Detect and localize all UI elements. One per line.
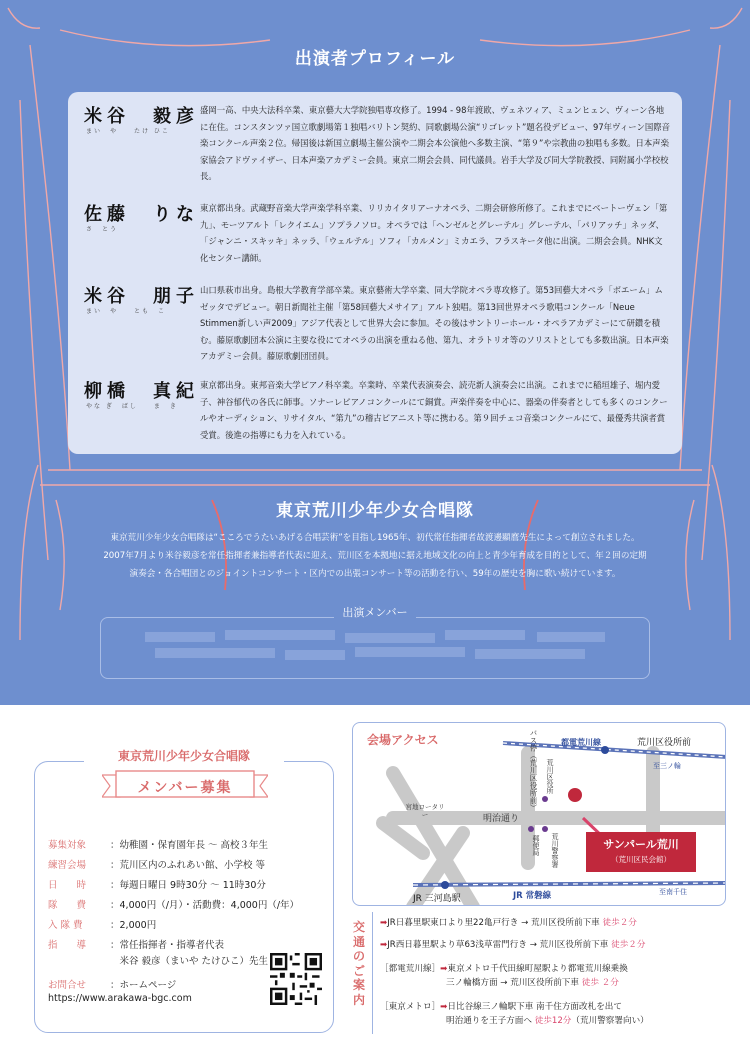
recruit-row-label: 隊 費 (48, 900, 87, 911)
performer-profile (84, 200, 674, 282)
performer-name: 米谷 毅彦 (84, 106, 199, 127)
recruit-org: 東京荒川少年少女合唱隊 (84, 747, 284, 764)
access-row-text: 日比谷線三ノ輪駅下車 南千住方面改札を出て (447, 1002, 622, 1012)
access-row (446, 976, 619, 988)
performer-name-ruby: さ とう (86, 226, 119, 233)
venue-map (352, 722, 726, 906)
recruit-row (48, 857, 265, 871)
recruit-row-value: ：ホームページ (110, 980, 177, 991)
police-label: 荒川警察署 (551, 833, 559, 868)
access-row (380, 938, 646, 950)
recruit-row-value: ：4,000円（/月）・活動費：4,000円（/年） (110, 900, 300, 911)
performer-name: 佐藤 りな (84, 204, 199, 225)
performer-bio: 盛岡一高、中央大法科卒業、東京藝大大学院独唱専攻修了。1994 - 98年渡欧、ヴェネツィア、ミュンヒェン、ヴィーン各地に在住。コンスタンツァ国立歌劇場第１独唱バリトン契約、同歌劇場公演“リゴレット”題名役デビュー、97年ヴィーン国際音楽コンクール声楽２位。帰国後は新国立劇場主催公演や二期会本公演他へ多数主演、“第９”や宗教曲の独唱も多数。日本声楽家協会アドヴァイザー、日本声楽アカデミー会員。東京二期会会員、同代議員。岩手大学及び同大学院教授、同附属小学校校長。 (200, 105, 670, 181)
recruit-row-label: お問合せ (48, 980, 87, 991)
member-recruitment (34, 733, 336, 1035)
recruit-row-label: 入 隊 費 (48, 920, 83, 931)
recruit-row (48, 837, 268, 851)
website-link[interactable]: https://www.arakawa-bgc.com (48, 993, 192, 1004)
access-row-prefix: ［都電荒川線］ (380, 964, 441, 974)
members-label (0, 604, 750, 620)
access-title: 交通のご案内 (352, 920, 365, 1007)
performer-name-ruby: まい や たけ ひこ (86, 128, 170, 135)
performer-bio: 山口県萩市出身。島根大学教育学部卒業。東京藝術大学卒業、同大学院オペラ専攻修了。第53回藝大オペラ「ボエーム」ムゼッタでデビュー。朝日新聞社主催「第58回藝大メサイア」アルト独唱。第13回世界オペラ歌唱コンクール「Neue Stimmen新しい声2009」アジア代表として世界大会に参加。その後はサントリーホール・オペラアカデミーにて研鑽を積む。藤原歌劇団本公演に主要な役にてオペラの出演を重ねる他、第九、オラトリオ等のソリストとしても多数出演。日本声楽アカデミー会員。藤原歌劇団団員。 (200, 285, 669, 361)
recruit-title: メンバー募集 (137, 780, 233, 796)
map-title: 会場アクセス (367, 733, 439, 747)
recruit-row-value: 米谷 毅彦（まいや たけひこ）先生 (110, 956, 269, 967)
recruit-row (48, 877, 266, 891)
performer-name: 米谷 朋子 (84, 286, 199, 307)
blurred-member-list (145, 630, 605, 668)
access-row (380, 1000, 622, 1012)
arrow-right-icon: ➡ (380, 940, 388, 950)
choir-description: 東京荒川少年少女合唱隊は“こころでうたいあげる合唱芸術”を目指し1965年、初代常任指揮者故渡邊顯麿先生によって創立されました。2007年7月より米谷毅彦を常任指揮者兼指導者代表に迎え、荒川区を本拠地に据え地域文化の向上と青少年育成を目的として、年２回の定期演奏会・各合唱団とのジョイントコンサート・区内での出張コンサート等の活動を行い、59年の歴史を胸に歌い続けています。 (103, 533, 647, 579)
transport-guide (352, 912, 726, 1036)
performer-profile-card (68, 92, 682, 454)
venue-sub-label: （荒川区民会館） (611, 855, 671, 864)
bus-stop-name: （荒川区役所前） (529, 751, 538, 812)
recruit-row (48, 897, 299, 911)
recruit-row-value: ：2,000円 (110, 920, 157, 931)
recruit-row-label: 指 導 (48, 940, 87, 951)
station-label: JR 三河島駅 (413, 894, 461, 904)
recruit-row-value: ：常任指揮者・指導者代表 (110, 940, 225, 951)
arrow-right-icon: ➡ (440, 1002, 448, 1012)
performer-profile (84, 282, 674, 372)
recruit-row (48, 937, 224, 951)
recruit-row-value: ：毎週日曜日 9時30分 ～ 11時30分 (110, 880, 266, 891)
access-row-text: 明治通りを王子方面へ (446, 1016, 532, 1026)
access-row-prefix: ［東京メトロ］ (380, 1002, 441, 1012)
ward-office-label: 荒川区役所 (546, 759, 554, 794)
post-office-label: 郵便局 (532, 835, 540, 856)
access-row-text: JR日暮里駅東口より里22亀戸行き → 荒川区役所前下車 (387, 918, 600, 928)
access-row (380, 916, 637, 928)
recruit-row-value: ：幼稚園・保育園年長 ～ 高校３年生 (110, 840, 269, 851)
access-row (380, 962, 628, 974)
recruit-row (48, 977, 176, 991)
access-row-text: JR西日暮里駅より草63浅草雷門行き → 荒川区役所前下車 (387, 940, 609, 950)
recruit-row-label: 募集対象 (48, 840, 87, 851)
walk-time: 徒歩２分 (611, 940, 646, 950)
toden-station-label: 荒川区役所前 (637, 738, 692, 748)
walk-time: 徒歩 ２分 (581, 978, 619, 988)
performer-name: 柳橋 真紀 (84, 381, 199, 402)
arrow-right-icon: ➡ (380, 918, 388, 928)
access-row-text: 東京メトロ千代田線町屋駅より都電荒川線乗換 (447, 964, 628, 974)
venue-label: サンパール荒川 (603, 838, 679, 851)
recruit-row-value: ：荒川区内のふれあい館、小学校 等 (110, 860, 266, 871)
performer-profile (84, 377, 674, 449)
performer-bio: 東京都出身。武蔵野音楽大学声楽学科卒業、リリカイタリアーナオペラ、二期会研修所修了。これまでにベートーヴェン「第九」、モーツアルト「レクイエム」ソプラノソロ。オペラでは「ヘンゼルとグレーテル」グレーテル、「パリアッチ」ネッダ、「ジャンニ・スキッキ」ネッラ、「ウェルテル」ソフィ「カルメン」ミカエラ、フラスキータ他に出演。二期会会員。NHK文化センター講師。 (200, 203, 668, 263)
performer-bio: 東京都出身。東邦音楽大学ピアノ科卒業。卒業時、卒業代表演奏会、読売新人演奏会に出演。これまでに稲垣雄子、堀内愛子、神谷郁代の各氏に師事。ソナーレピアノコンクールにて銅賞。声楽伴奏を中心に、器楽の伴奏者としても多くのコンクールやオーディション、リサイタル、“第九”の稽古ピアニスト等に携わる。第９回チェコ音楽コンクールにて、最優秀共演者賞受賞。後進の指導にも力を入れている。 (200, 380, 668, 440)
performer-name-ruby: やな ぎ ばし ま き (86, 403, 178, 410)
bus-stop-text: バス停 (529, 729, 538, 752)
toden-line-label: 都電荒川線 (561, 738, 601, 747)
members-label-text: 出演メンバー (334, 606, 415, 619)
meiji-dori-label: 明治通り (483, 814, 520, 824)
arrow-right-icon: ➡ (440, 964, 448, 974)
performer-profile (84, 102, 674, 192)
bus-stop-label (529, 729, 538, 812)
recruit-row (48, 917, 156, 931)
access-row-note: （荒川警察署向い） (571, 1016, 649, 1026)
performer-name-ruby: まい や とも こ (86, 308, 167, 315)
rotary-label: 宮地ロータリー (405, 803, 445, 819)
qr-code-icon[interactable] (270, 953, 322, 1005)
access-row (446, 1014, 649, 1026)
to-minowa-label: 至三ノ輪 (653, 762, 681, 770)
recruit-row (48, 993, 192, 1004)
walk-time: 徒歩２分 (602, 918, 637, 928)
jr-line-label: JR 常磐線 (513, 891, 552, 901)
recruit-row-label: 日 時 (48, 880, 87, 891)
recruit-row-label: 練習会場 (48, 860, 87, 871)
to-minamisenju-label: 至南千住 (659, 888, 687, 896)
access-divider (372, 912, 373, 1034)
access-row-text: 三ノ輪橋方面 → 荒川区役所前下車 (446, 978, 579, 988)
profile-title: 出演者プロフィール (294, 49, 456, 69)
walk-time: 徒歩12分 (534, 1016, 572, 1026)
recruit-row (48, 953, 268, 967)
choir-title: 東京荒川少年少女合唱隊 (276, 501, 474, 521)
